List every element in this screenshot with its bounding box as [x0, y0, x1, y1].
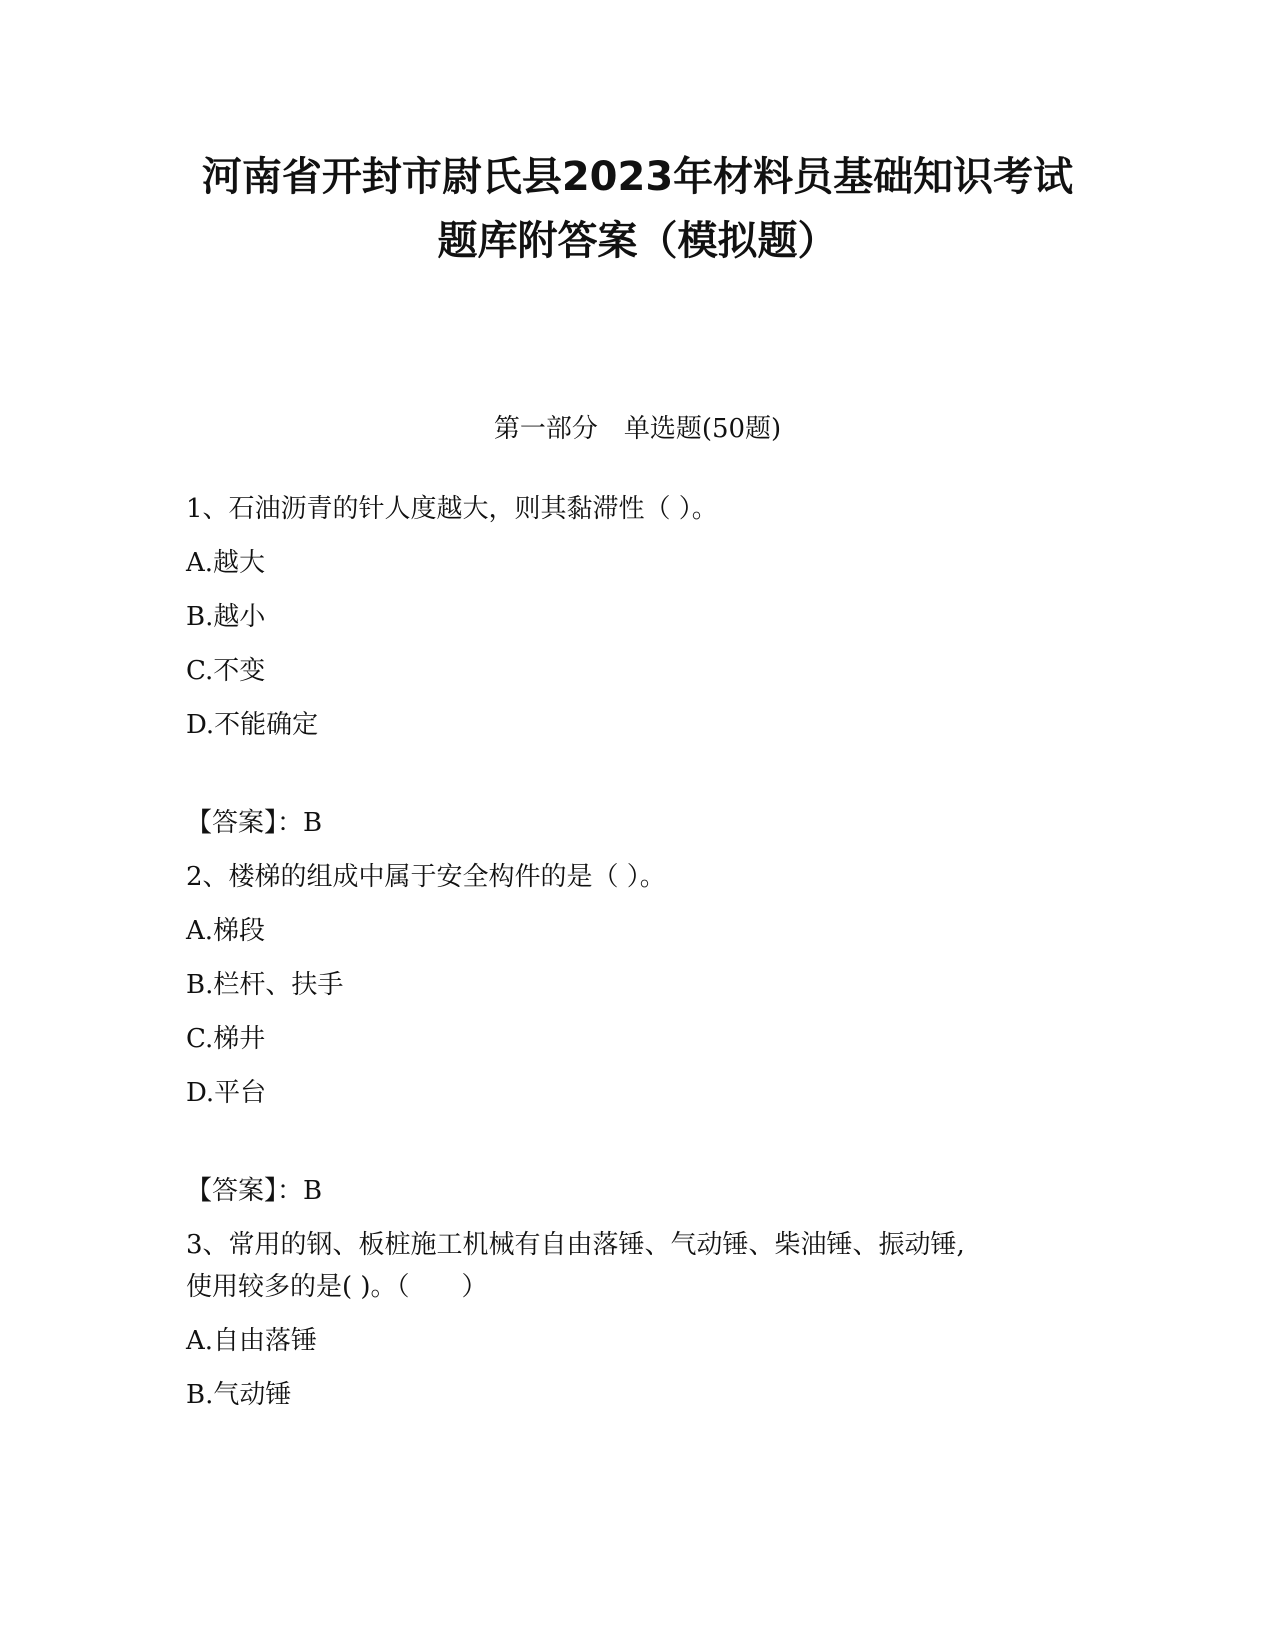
- question-1-option-d: D.不能确定: [186, 710, 319, 740]
- title-line-1: 河南省开封市尉氏县2023年材料员基础知识考试: [201, 154, 1074, 200]
- question-2-option-a: A.梯段: [186, 916, 266, 946]
- question-2-stem: 2、楼梯的组成中属于安全构件的是（ ）。: [186, 862, 666, 892]
- question-3-option-a: A.自由落锤: [186, 1326, 318, 1356]
- question-2-option-b: B.栏杆、扶手: [186, 970, 344, 1000]
- question-1-stem: 1、石油沥青的针人度越大，则其黏滞性（ ）。: [186, 494, 718, 524]
- question-3-stem-line-2: 使用较多的是( )。（ ）: [186, 1272, 488, 1302]
- question-1-answer: 【答案】：B: [186, 808, 323, 838]
- title-line-2: 题库附答案（模拟题）: [437, 218, 838, 264]
- document-title: [150, 145, 1125, 273]
- question-1-option-b: B.越小: [186, 602, 266, 632]
- question-1-option-a: A.越大: [186, 548, 266, 578]
- question-3-option-b: B.气动锤: [186, 1380, 292, 1410]
- question-2-option-d: D.平台: [186, 1078, 267, 1108]
- question-1-option-c: C.不变: [186, 656, 266, 686]
- question-3-stem-line-1: 3、常用的钢、板桩施工机械有自由落锤、气动锤、柴油锤、振动锤,: [186, 1230, 965, 1260]
- question-2-answer: 【答案】：B: [186, 1176, 323, 1206]
- question-2-option-c: C.梯井: [186, 1024, 266, 1054]
- section-heading: 第一部分 单选题(50题): [493, 414, 782, 444]
